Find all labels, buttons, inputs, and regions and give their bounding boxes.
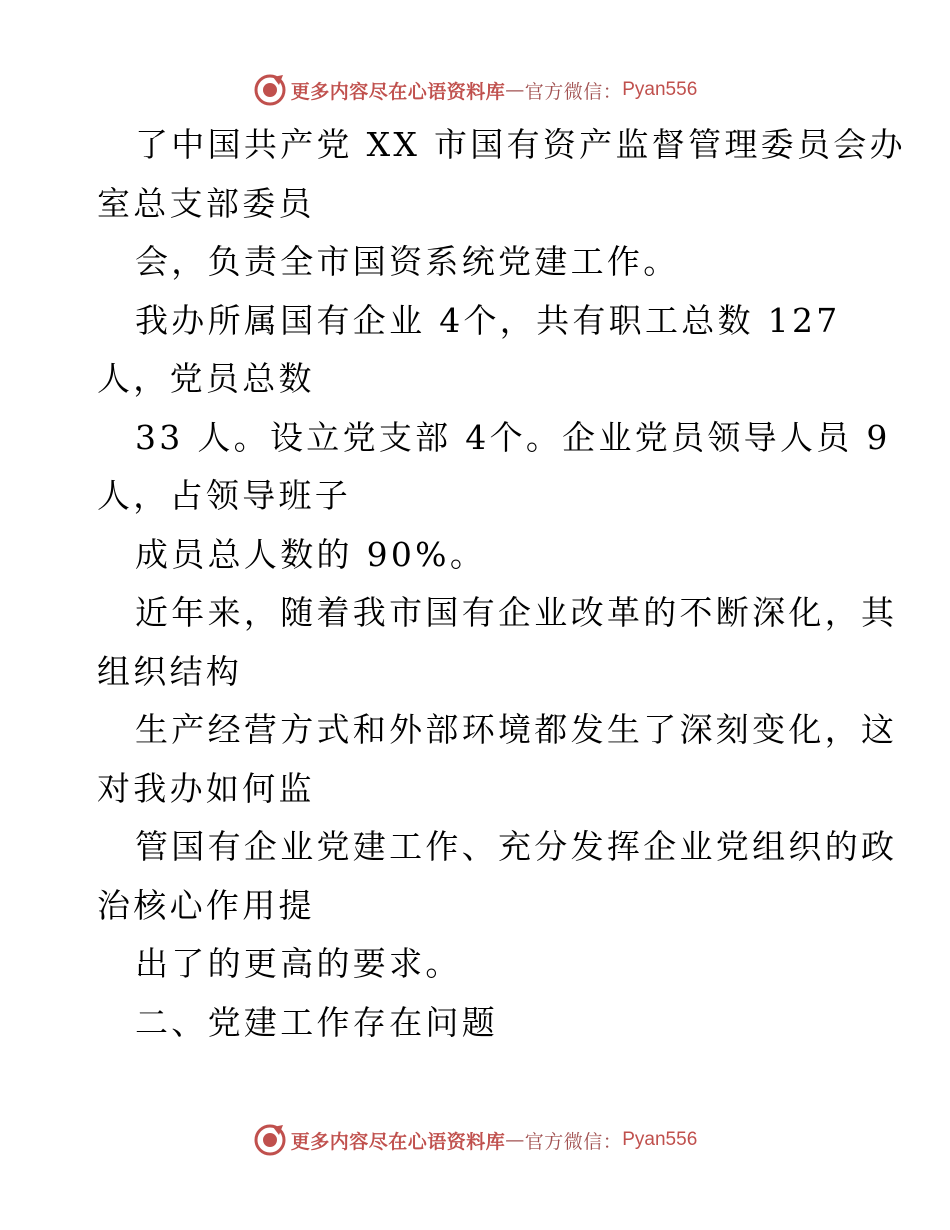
body-line: 出了的更高的要求。 xyxy=(135,944,462,983)
section-heading: 二、党建工作存在问题 xyxy=(135,1002,498,1042)
header-wechat-id: Pyan556 xyxy=(622,79,698,100)
body-line: 近年来，随着我市国有企业改革的不断深化，其 xyxy=(135,593,898,632)
brand-logo-icon xyxy=(253,73,287,107)
body-line: 人，占领导班子 xyxy=(97,476,352,515)
body-line: 我办所属国有企业 4个，共有职工总数 127 xyxy=(135,300,841,340)
body-line: 了中国共产党 XX 市国有资产监督管理委员会办 xyxy=(135,125,906,164)
body-line: 管国有企业党建工作、充分发挥企业党组织的政 xyxy=(135,827,898,866)
body-line: 33 人。设立党支部 4个。企业党员领导人员 9 xyxy=(135,417,891,457)
brand-logo-icon xyxy=(253,1123,287,1157)
footer-wechat-id: Pyan556 xyxy=(622,1129,698,1150)
footer-brand-text: 更多内容尽在心语资料库 xyxy=(290,1130,506,1153)
body-line: 室总支部委员 xyxy=(97,183,315,223)
body-line: 组织结构 xyxy=(97,651,243,691)
footer-separator: — xyxy=(505,1129,525,1151)
body-line: 会，负责全市国资系统党建工作。 xyxy=(135,242,680,281)
document-body xyxy=(97,116,906,1052)
body-line: 成员总人数的 90%。 xyxy=(135,534,487,574)
footer-wechat-label: 官方微信： xyxy=(524,1130,623,1153)
body-line: 对我办如何监 xyxy=(97,768,315,808)
header-wechat-label: 官方微信： xyxy=(524,80,623,103)
body-line: 人，党员总数 xyxy=(97,359,315,398)
body-line: 生产经营方式和外部环境都发生了深刻变化，这 xyxy=(135,710,898,749)
body-line: 治核心作用提 xyxy=(97,885,315,925)
header-brand-text: 更多内容尽在心语资料库 xyxy=(290,80,506,103)
footer-banner xyxy=(0,1120,950,1160)
header-separator: — xyxy=(505,79,525,101)
header-banner xyxy=(0,70,950,110)
